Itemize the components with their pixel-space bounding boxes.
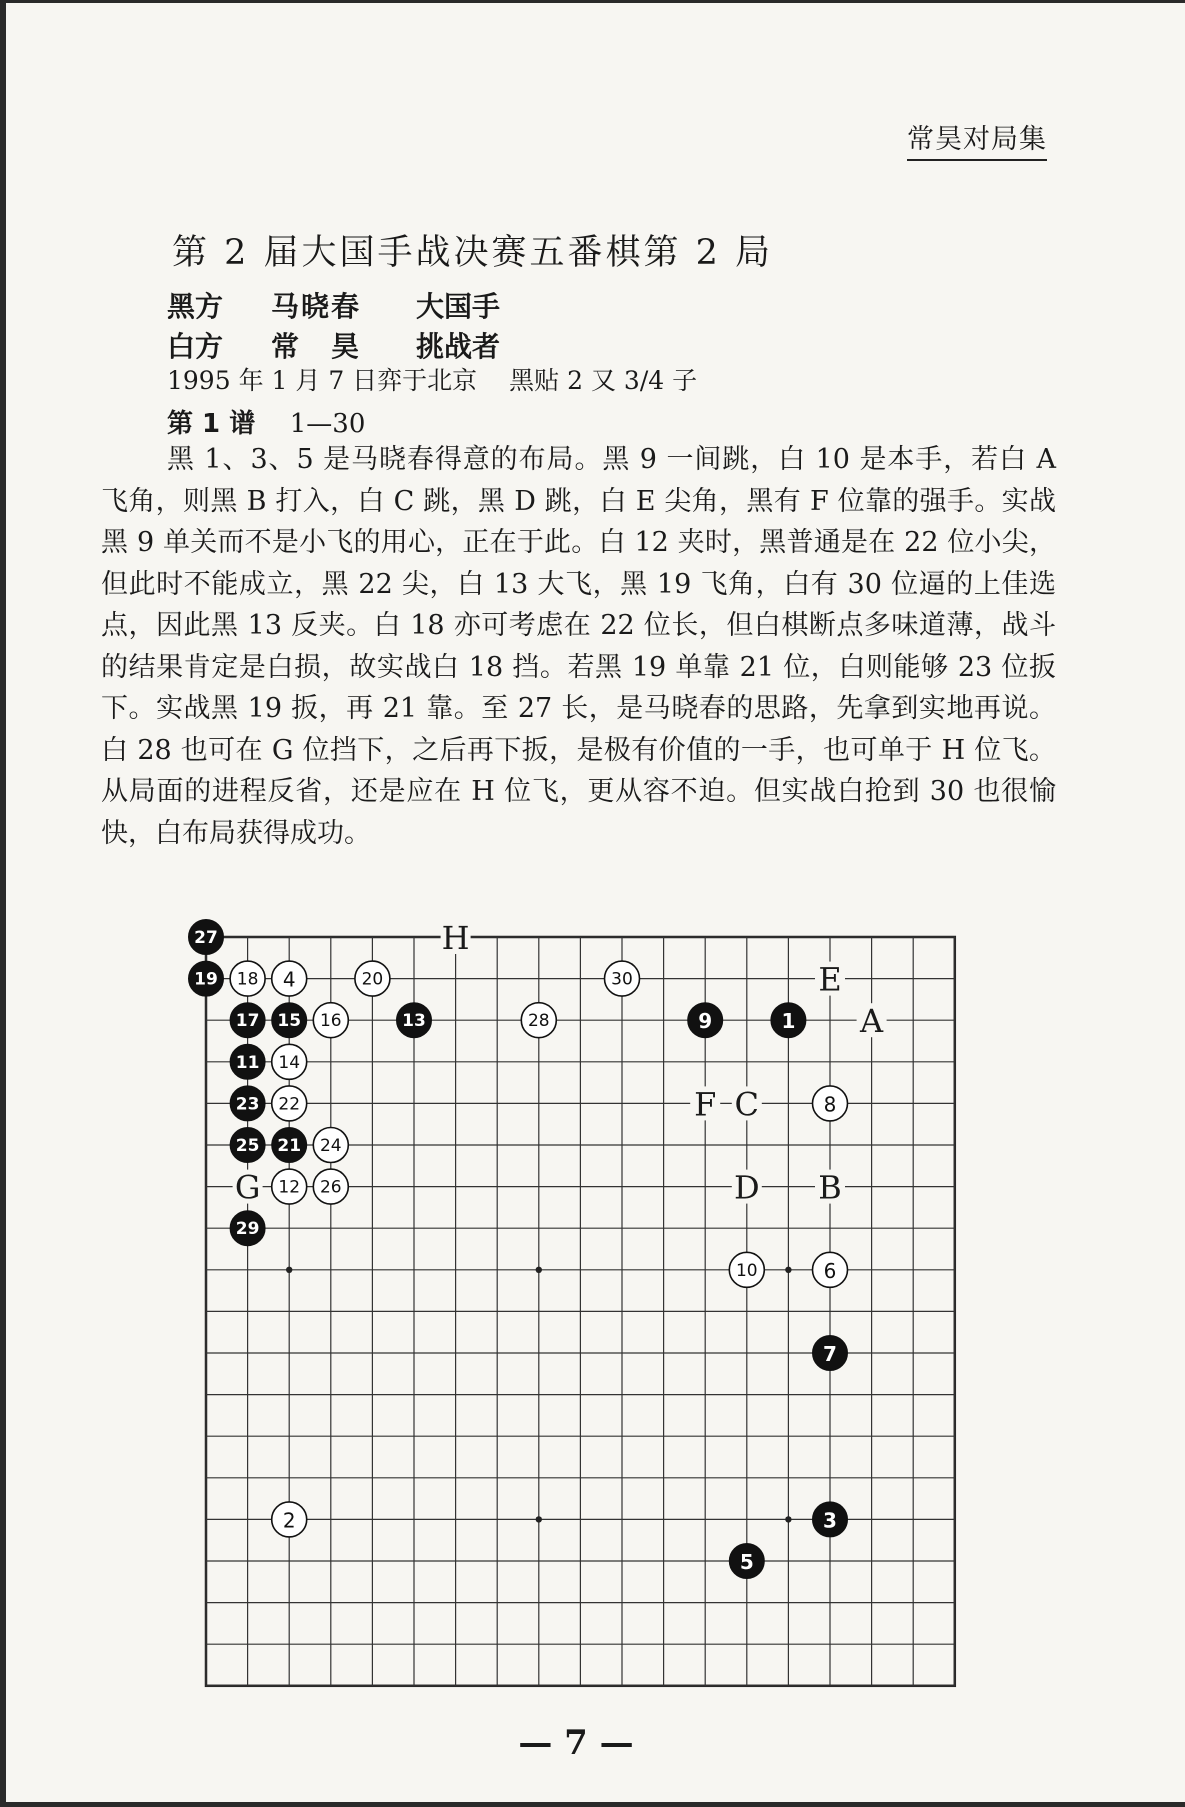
- white-player-line: [167, 325, 500, 365]
- stone-number: 3: [823, 1508, 837, 1533]
- stone-number: 10: [735, 1260, 758, 1281]
- black-role: 大国手: [416, 290, 501, 323]
- white-role: 挑战者: [416, 330, 501, 363]
- stone-number: 7: [823, 1342, 837, 1366]
- go-diagram: [194, 919, 956, 1687]
- point-label-g: G: [234, 1168, 261, 1207]
- stone-number: 16: [319, 1011, 342, 1032]
- stone-number: 8: [823, 1092, 837, 1117]
- record-line: [167, 403, 365, 440]
- stone-number: 28: [527, 1011, 550, 1032]
- point-label-a: A: [860, 1002, 884, 1041]
- stone-number: 14: [278, 1052, 301, 1073]
- black-player-line: [167, 285, 500, 325]
- stone-number: 17: [235, 1011, 260, 1032]
- date-place: 1995 年 1 月 7 日弈于北京: [167, 366, 478, 395]
- star-point: [286, 1267, 292, 1273]
- white-label: 白方: [167, 330, 224, 363]
- komi: 黑贴 2 又 3/4 子: [509, 366, 698, 395]
- stone-number: 1: [781, 1009, 796, 1034]
- white-name: 常 昊: [271, 330, 362, 363]
- stone-number: 9: [698, 1009, 713, 1034]
- point-label-e: E: [818, 960, 842, 999]
- point-label-c: C: [734, 1085, 760, 1124]
- stone-number: 24: [319, 1136, 342, 1156]
- stone-number: 25: [235, 1136, 260, 1156]
- stone-number: 30: [611, 969, 633, 990]
- stone-number: 19: [194, 969, 218, 990]
- star-point: [536, 1516, 542, 1522]
- stone-number: 13: [402, 1011, 426, 1032]
- record-range: 1—30: [289, 409, 366, 439]
- star-point: [785, 1516, 791, 1522]
- star-point: [785, 1267, 791, 1273]
- black-name: 马晓春: [271, 290, 362, 323]
- star-point: [536, 1267, 542, 1273]
- stone-number: 26: [319, 1177, 342, 1198]
- stone-number: 23: [235, 1094, 260, 1115]
- record-label: 第 1 谱: [167, 409, 256, 439]
- stone-number: 15: [277, 1011, 302, 1032]
- stone-number: 2: [282, 1508, 296, 1533]
- stone-number: 11: [235, 1052, 260, 1073]
- stone-number: 12: [278, 1177, 301, 1198]
- stone-number: 18: [236, 969, 259, 990]
- point-label-h: H: [441, 919, 470, 957]
- game-title: 第 2 届大国手战决赛五番棋第 2 局: [172, 233, 774, 273]
- stone-number: 27: [194, 928, 218, 948]
- stone-number: 22: [278, 1094, 301, 1115]
- stone-number: 4: [282, 967, 296, 992]
- stone-number: 20: [361, 969, 384, 990]
- commentary: 黑 1、3、5 是马晓春得意的布局。黑 9 一间跳，白 10 是本手，若白 A 飞角，则黑 B 打入，白 C 跳，黑 D 跳，白 E 尖角，黑有 F 位靠的强手。实战黑 9 单关而不是小飞的用心，正在于此。白 12 夹时，黑普通是在 22 位小尖，但此时不能成立，黑 22 尖，白 13 大飞，黑 19 飞角，白有 30 位逼的上佳选点，因此黑 13 反夹。白 18 亦可考虑在 22 位长，但白棋断点多味道薄，战斗的结果肯定是白损，故实战白 18 挡。若黑 19 单靠 21 位，白则能够 23 位扳下。实战黑 19 扳，再 21 靠。至 27 长，是马晓春的思路，先拿到实地再说。白 28 也可在 G 位挡下，之后再下扳，是极有价值的一手，也可单于 H 位飞。从局面的进程反省，还是应在 H 位飞，更从容不迫。但实战白抢到 30 也很愉快，白布局获得成功。: [101, 444, 1056, 849]
- stone-number: 29: [235, 1219, 260, 1240]
- page-number: — 7 —: [518, 1723, 634, 1763]
- point-label-d: D: [733, 1168, 760, 1207]
- point-label-f: F: [694, 1085, 717, 1124]
- stone-number: 5: [739, 1550, 754, 1574]
- date-line: [167, 361, 697, 397]
- stone-number: 6: [823, 1258, 837, 1283]
- stone-number: 21: [277, 1136, 302, 1156]
- point-label-b: B: [818, 1168, 842, 1207]
- running-head: 常昊对局集: [907, 117, 1047, 161]
- black-label: 黑方: [167, 290, 224, 323]
